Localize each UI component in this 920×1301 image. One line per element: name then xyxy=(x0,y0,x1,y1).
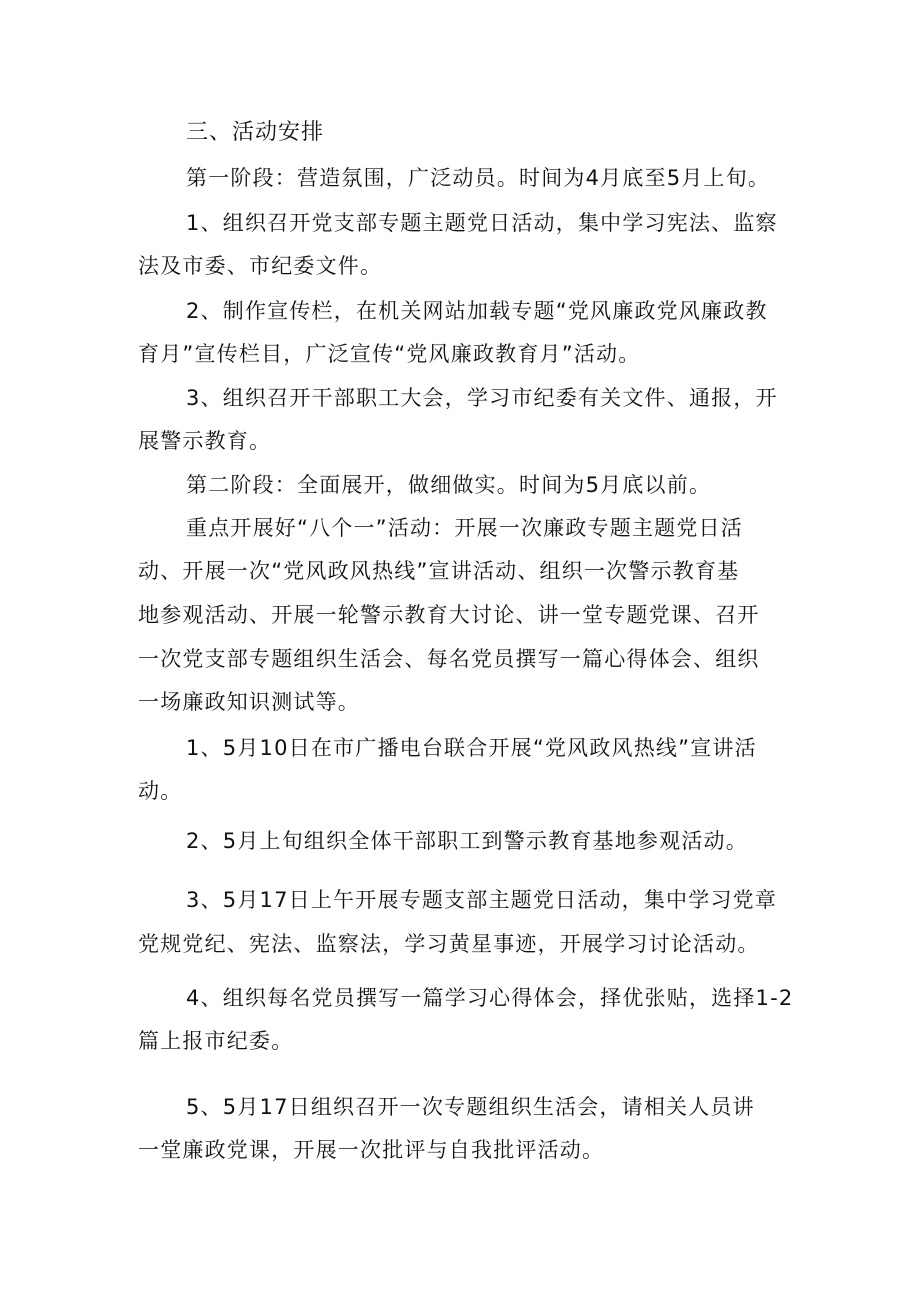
section-heading: 三、活动安排 xyxy=(186,120,325,145)
text-line: 第一阶段：营造氛围，广泛动员。时间为4月底至5月上旬。 xyxy=(186,166,771,190)
text-line: 育月”宣传栏目，广泛宣传“党风廉政教育月”活动。 xyxy=(138,342,641,366)
text-line: 一场廉政知识测试等。 xyxy=(138,690,360,714)
text-line: 重点开展好“八个一”活动：开展一次廉政专题主题党日活 xyxy=(186,516,743,540)
text-line: 1、5月10日在市广播电台联合开展“党风政风热线”宣讲活 xyxy=(186,736,757,760)
text-line: 党规党纪、宪法、监察法，学习黄星事迹，开展学习讨论活动。 xyxy=(138,932,760,956)
text-line: 3、5月17日上午开展专题支部主题党日活动，集中学习党章 xyxy=(186,888,778,912)
text-line: 动、开展一次“党风政风热线”宣讲活动、组织一次警示教育基 xyxy=(138,559,740,583)
text-line: 2、5月上旬组织全体干部职工到警示教育基地参观活动。 xyxy=(186,829,748,853)
text-line: 动。 xyxy=(138,779,183,803)
text-line: 5、5月17日组织召开一次专题组织生活会，请相关人员讲 xyxy=(186,1095,755,1119)
text-line: 一次党支部专题组织生活会、每名党员撰写一篇心得体会、组织 xyxy=(138,647,760,671)
text-line: 1、组织召开党支部专题主题党日活动，集中学习宪法、监察 xyxy=(186,211,778,235)
text-line: 第二阶段：全面展开，做细做实。时间为5月底以前。 xyxy=(186,473,712,497)
text-line: 篇上报市纪委。 xyxy=(138,1029,294,1053)
text-line: 3、组织召开干部职工大会，学习市纪委有关文件、通报，开 xyxy=(186,386,778,410)
text-line: 2、制作宣传栏，在机关网站加载专题“党风廉政党风廉政教 xyxy=(186,299,768,323)
text-line: 展警示教育。 xyxy=(138,429,272,453)
text-line: 一堂廉政党课，开展一次批评与自我批评活动。 xyxy=(138,1138,605,1162)
text-line: 法及市委、市纪委文件。 xyxy=(138,254,383,278)
text-line: 地参观活动、开展一轮警示教育大讨论、讲一堂专题党课、召开 xyxy=(138,603,760,627)
text-line: 4、组织每名党员撰写一篇学习心得体会，择优张贴，选择1-2 xyxy=(186,986,794,1010)
